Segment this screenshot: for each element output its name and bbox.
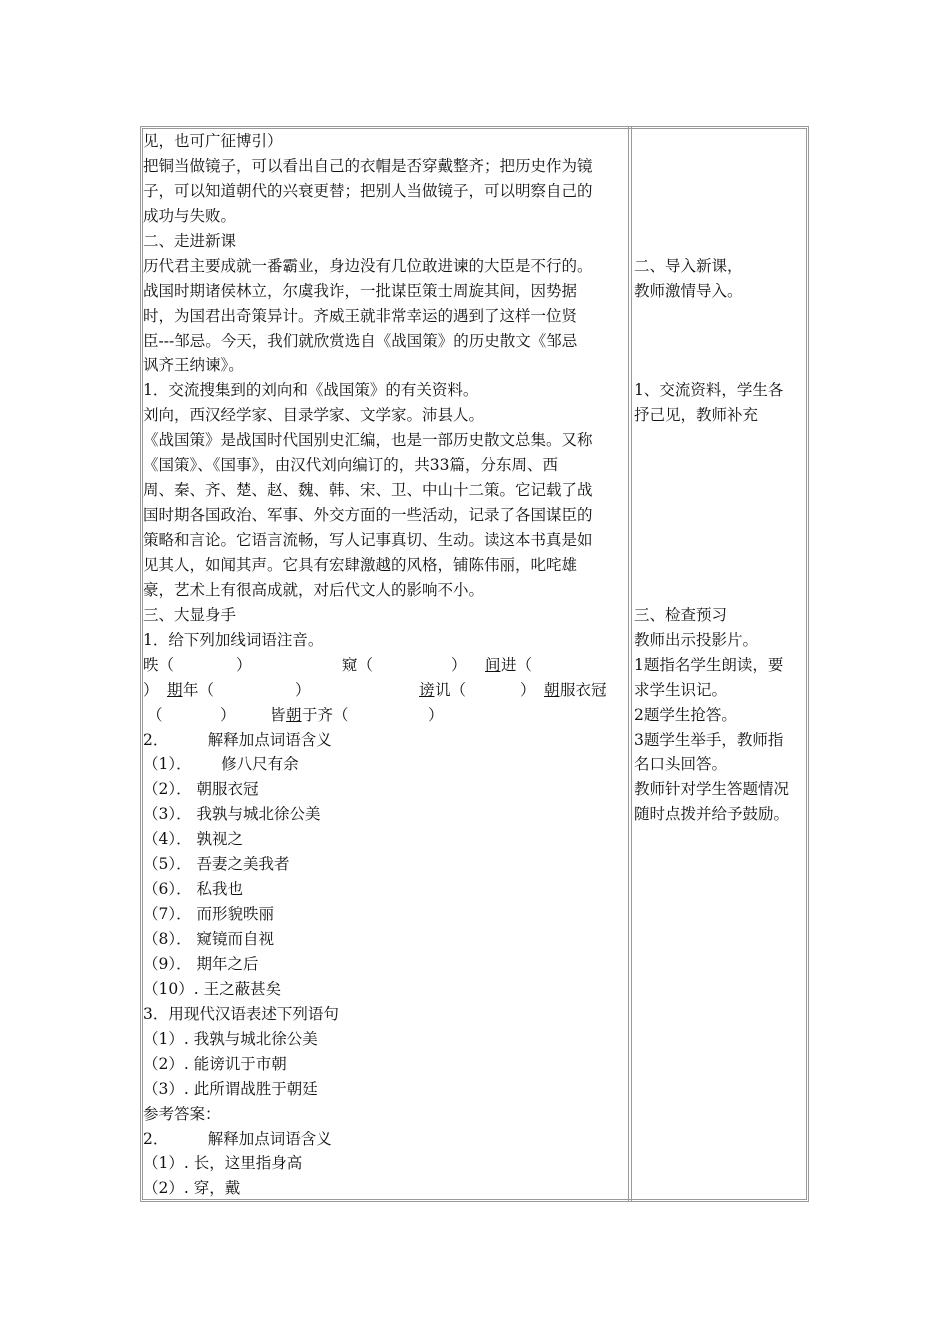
pinyin-row — [143, 653, 629, 678]
underlined-char: 期 — [167, 680, 183, 699]
text-line: （6）． 私我也 — [143, 880, 244, 899]
section-heading: 三、大显身手 — [143, 605, 237, 624]
word-blank: 窥（ — [342, 655, 374, 674]
content-column — [143, 129, 629, 1201]
text-line: 刘向，西汉经学家、目录学家、文学家。沛县人。 — [143, 406, 485, 425]
word-blank-close: ） — [236, 655, 252, 674]
text-line: 周、秦、齐、楚、赵、魏、韩、宋、卫、中山十二策。它记载了战 — [143, 481, 593, 500]
note-line: 求学生识记。 — [634, 680, 728, 699]
text-line: （7）． 而形貌昳丽 — [143, 905, 275, 924]
note-heading: 二、导入新课， — [634, 256, 743, 275]
text-fragment: 皆 — [270, 705, 286, 724]
note-line: 2题学生抢答。 — [634, 705, 737, 724]
text-line: （4）． 孰视之 — [143, 830, 244, 849]
underlined-char: 谤 — [419, 680, 435, 699]
pinyin-row — [143, 703, 629, 728]
text-line: （1）． 修八尺有余 — [143, 755, 299, 774]
note-line: 随时点拨并给予鼓励。 — [634, 805, 790, 824]
underlined-char: 朝 — [544, 680, 560, 699]
pinyin-row — [143, 678, 629, 703]
text-line: 2． 解释加点词语含义 — [143, 730, 332, 749]
underlined-char: 朝 — [286, 705, 302, 724]
note-line: 教师出示投影片。 — [634, 630, 759, 649]
text-line: 见其人，如闻其声。它具有宏肆激越的风格，铺陈伟丽，叱咤雄 — [143, 555, 578, 574]
section-heading: 二、走进新课 — [143, 231, 237, 250]
note-line: 1、交流资料，学生各 — [634, 381, 784, 400]
word-blank-close: ） — [428, 705, 444, 724]
word-blank-close: ） — [295, 680, 311, 699]
text-line: 臣---邹忌。今天，我们就欣赏选自《战国策》的历史散文《邹忌 — [143, 331, 578, 350]
underlined-char: 间 — [485, 655, 501, 674]
text-line: （5）． 吾妻之美我者 — [143, 855, 290, 874]
text-line: 子，可以知道朝代的兴衰更替；把别人当做镜子，可以明察自己的 — [143, 181, 593, 200]
word-blank-close: ） — [143, 680, 159, 699]
word-blank: 进（ — [501, 655, 533, 674]
text-line: （8）． 窥镜而自视 — [143, 930, 275, 948]
text-line: 国时期各国政治、军事、外交方面的一些活动，记录了各国谋臣的 — [143, 506, 593, 525]
text-line: （3）. 此所谓战胜于朝廷 — [143, 1079, 318, 1098]
word-blank-close: ） — [520, 680, 536, 699]
text-line: （3）． 我孰与城北徐公美 — [143, 805, 321, 824]
note-line: 名口头回答。 — [634, 755, 728, 774]
note-line: 教师针对学生答题情况 — [634, 780, 790, 799]
text-line: （2）． 朝服衣冠 — [143, 780, 259, 799]
text-line: （9）． 期年之后 — [143, 954, 259, 973]
text-line: 成功与失败。 — [143, 206, 237, 225]
text-fragment: 服衣冠 — [560, 680, 607, 699]
text-line: 策略和言论。它语言流畅，写人记事真切、生动。读这本书真是如 — [143, 531, 593, 549]
text-line: （1）. 长，这里指身高 — [143, 1154, 303, 1173]
note-line: 抒己见，教师补充 — [634, 406, 759, 425]
word-blank: 年（ — [183, 680, 215, 699]
text-line: 时，为国君出奇策异计。齐威王就非常幸运的遇到了这样一位贤 — [143, 306, 578, 325]
text-line: 3．用现代汉语表述下列语句 — [143, 1004, 339, 1023]
word-blank: 于齐（ — [302, 705, 349, 724]
note-heading: 三、检查预习 — [634, 605, 728, 624]
text-line: 战国时期诸侯林立，尔虞我诈，一批谋臣策士周旋其间，因势据 — [143, 281, 578, 300]
note-line: 教师激情导入。 — [634, 281, 743, 300]
text-line: 把铜当做镜子，可以看出自己的衣帽是否穿戴整齐；把历史作为镜 — [143, 156, 593, 175]
teaching-notes-column — [634, 129, 806, 827]
text-line: 1．给下列加线词语注音。 — [143, 630, 324, 649]
text-line: 讽齐王纳谏》。 — [143, 356, 244, 375]
text-line: （2）. 穿，戴 — [143, 1179, 241, 1198]
text-line: 2． 解释加点词语含义 — [143, 1129, 332, 1148]
word-blank: （ — [147, 705, 163, 724]
text-line: 《国策》、《国事》，由汉代刘向编订的，共33篇，分东周、西 — [143, 456, 558, 475]
note-line: 1题指名学生朗读，要 — [634, 655, 784, 674]
text-line: （10）. 王之蔽甚矣 — [143, 979, 282, 998]
word-blank-close: ） — [220, 705, 236, 724]
text-line: 1．交流搜集到的刘向和《战国策》的有关资料。 — [143, 381, 479, 400]
word-blank: 讥（ — [435, 680, 467, 699]
text-line: 《战国策》是战国时代国别史汇编，也是一部历史散文总集。又称 — [143, 431, 593, 450]
note-line: 3题学生举手，教师指 — [634, 730, 784, 749]
text-line: 参考答案： — [143, 1104, 221, 1123]
text-line: （2）. 能谤讥于市朝 — [143, 1054, 287, 1073]
word-blank-close: ） — [451, 655, 467, 674]
text-line: 豪，艺术上有很高成就，对后代文人的影响不小。 — [143, 580, 485, 599]
word-blank: 昳（ — [143, 655, 175, 674]
text-line: 见，也可广征博引） — [143, 132, 283, 150]
text-line: 历代君主要成就一番霸业，身边没有几位敢进谏的大臣是不行的。 — [143, 256, 593, 275]
text-line: （1）. 我孰与城北徐公美 — [143, 1029, 318, 1048]
